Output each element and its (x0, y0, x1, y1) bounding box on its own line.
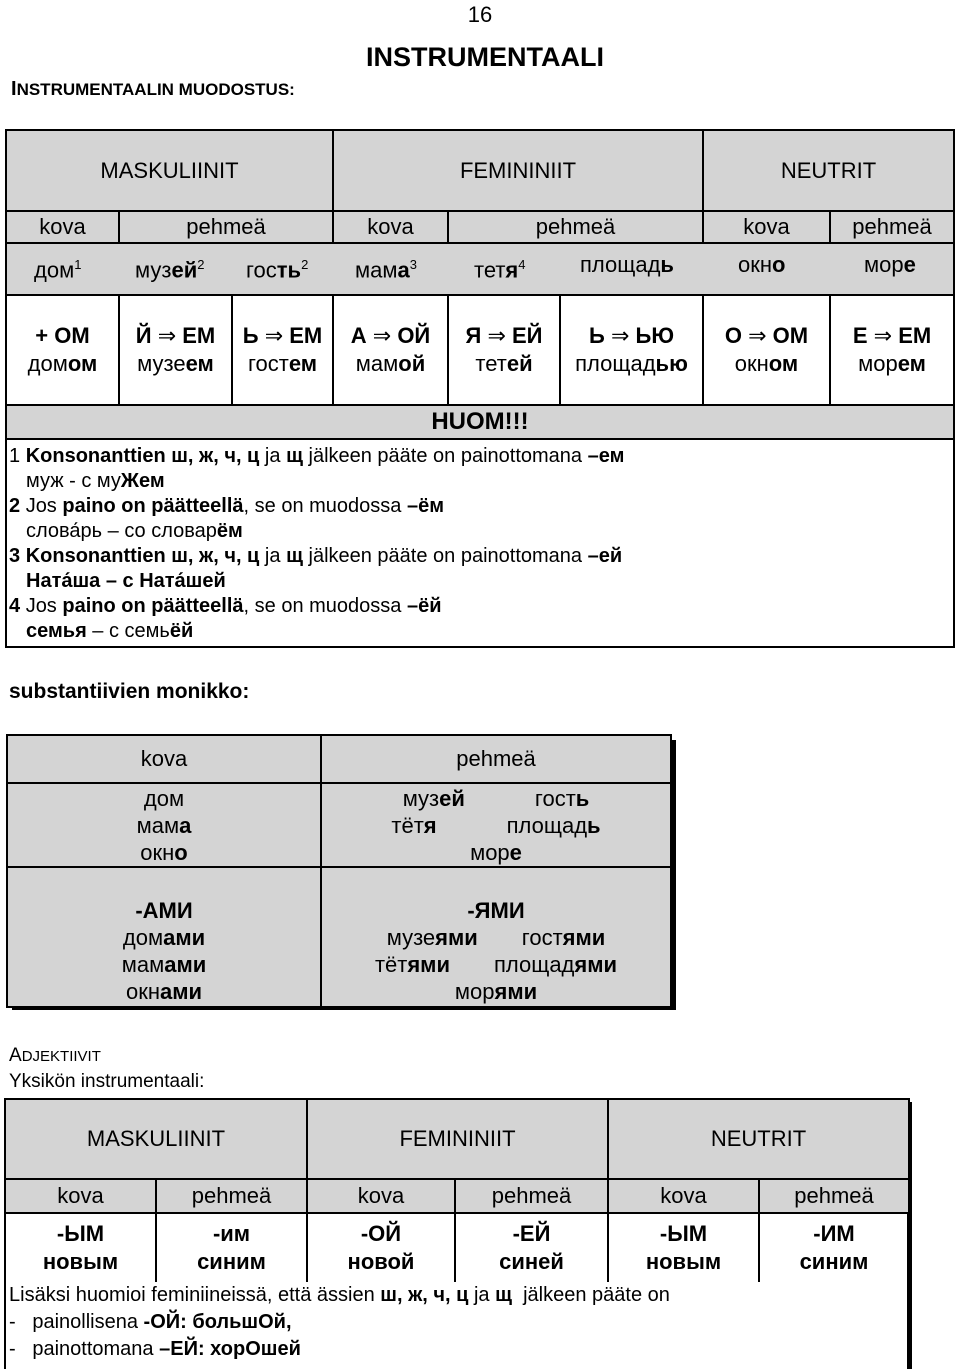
section-subtitle: INSTRUMENTAALIN MUODOSTUS: (11, 78, 295, 100)
rule-cell: Ь ⇒ ЕМ гостем (231, 294, 334, 406)
note-2: 2 Jos paino on päätteellä, se on muodossa –ём (9, 495, 445, 517)
stem-kova: kova (702, 210, 831, 244)
note-3: 3 Konsonanttien ш, ж, ч, ц ja щ jälkeen pääte on painottomana –ей (9, 545, 623, 567)
adj-gender-neut: NEUTRIT (607, 1098, 910, 1180)
adj-stem: kova (607, 1178, 760, 1214)
pehmea-words: музей гость тётя площадь море (391, 786, 601, 865)
note-1: 1 Konsonanttien ш, ж, ч, ц ja щ jälkeen pääte on painottomana –ем (9, 445, 625, 467)
adj-ending-cell: -ЫМ новым (607, 1212, 760, 1282)
adj-stem: pehmeä (155, 1178, 308, 1214)
adj-ending-cell: -им синим (155, 1212, 308, 1282)
note-3-example: Ната́ша – с Ната́шей (26, 570, 226, 592)
extra-bullet-1: - painollisena -ОЙ: большОй, (9, 1311, 292, 1333)
adj-ending-cell: -ЕЙ синей (454, 1212, 609, 1282)
adj-gender-masc: MASKULIINIT (4, 1098, 308, 1180)
adj-ending-cell: -ОЙ новой (306, 1212, 456, 1282)
col-kova: kova (6, 734, 322, 784)
example-word: дом$^1$ (34, 257, 82, 283)
adjectives-heading: ADJEKTIIVIT (9, 1045, 101, 1066)
stem-pehmea: pehmeä (118, 210, 334, 244)
adjectives-subheading: Yksikön instrumentaali: (9, 1071, 205, 1092)
page-number: 16 (467, 2, 493, 27)
adj-ending-cell: -ИМ синим (758, 1212, 910, 1282)
adj-ending-cell: -ЫМ новым (4, 1212, 157, 1282)
huom-title: HUOM!!! (5, 404, 955, 440)
example-word: площадь (580, 252, 674, 277)
example-word: гость$^2$ (246, 257, 309, 283)
gender-header-fem: FEMININIIT (332, 129, 704, 212)
rule-cell: Й ⇒ ЕМ музеем (118, 294, 233, 406)
example-word: море (864, 252, 916, 277)
stem-kova: kova (332, 210, 449, 244)
rule-cell: О ⇒ ОМ окном (702, 294, 831, 406)
adj-stem: pehmeä (454, 1178, 609, 1214)
example-word: окно (738, 252, 786, 277)
gender-header-masc: MASKULIINIT (5, 129, 334, 212)
pehmea-forms: -ЯМИ музеями гостями тётями площадями морями (374, 898, 618, 1004)
note-4: 4 Jos paino on päätteellä, se on muodossa –ёй (9, 595, 442, 617)
rule-cell: Е ⇒ ЕМ морем (829, 294, 955, 406)
adj-stem: kova (4, 1178, 157, 1214)
table-border (4, 1280, 6, 1369)
rule-cell: Ь ⇒ ЬЮ площадью (559, 294, 704, 406)
extra-bullet-2: - painottomana –ЕЙ: хорОшей (9, 1338, 301, 1360)
adj-stem: pehmeä (758, 1178, 910, 1214)
extra-note: Lisäksi huomioi feminiineissä, että ässien ш, ж, ч, ц ja щ jälkeen pääte on (9, 1284, 670, 1306)
gender-header-neut: NEUTRIT (702, 129, 955, 212)
rule-cell: Я ⇒ ЕЙ тетей (447, 294, 561, 406)
note-4-example: семья – с семьёй (26, 620, 194, 642)
note-1-example: муж - с муЖем (26, 470, 165, 492)
example-word: музей$^2$ (135, 257, 205, 283)
col-pehmea: pehmeä (320, 734, 672, 784)
note-2-example: слова́рь – со словарём (26, 520, 243, 542)
stem-pehmea: pehmeä (447, 210, 704, 244)
page-title: INSTRUMENTAALI (366, 42, 604, 72)
kova-forms: -АМИ домами мамами окнами (121, 898, 207, 1004)
stem-pehmea: pehmeä (829, 210, 955, 244)
rule-cell: + ОМ домом (5, 294, 120, 406)
example-word: мама$^3$ (355, 257, 417, 283)
example-word: тетя$^4$ (474, 257, 526, 283)
kova-words: дом мама окно (136, 786, 192, 865)
stem-kova: kova (5, 210, 120, 244)
adj-gender-fem: FEMININIIT (306, 1098, 609, 1180)
rule-cell: А ⇒ ОЙ мамой (332, 294, 449, 406)
adj-stem: kova (306, 1178, 456, 1214)
plural-heading: substantiivien monikko: (9, 680, 250, 703)
